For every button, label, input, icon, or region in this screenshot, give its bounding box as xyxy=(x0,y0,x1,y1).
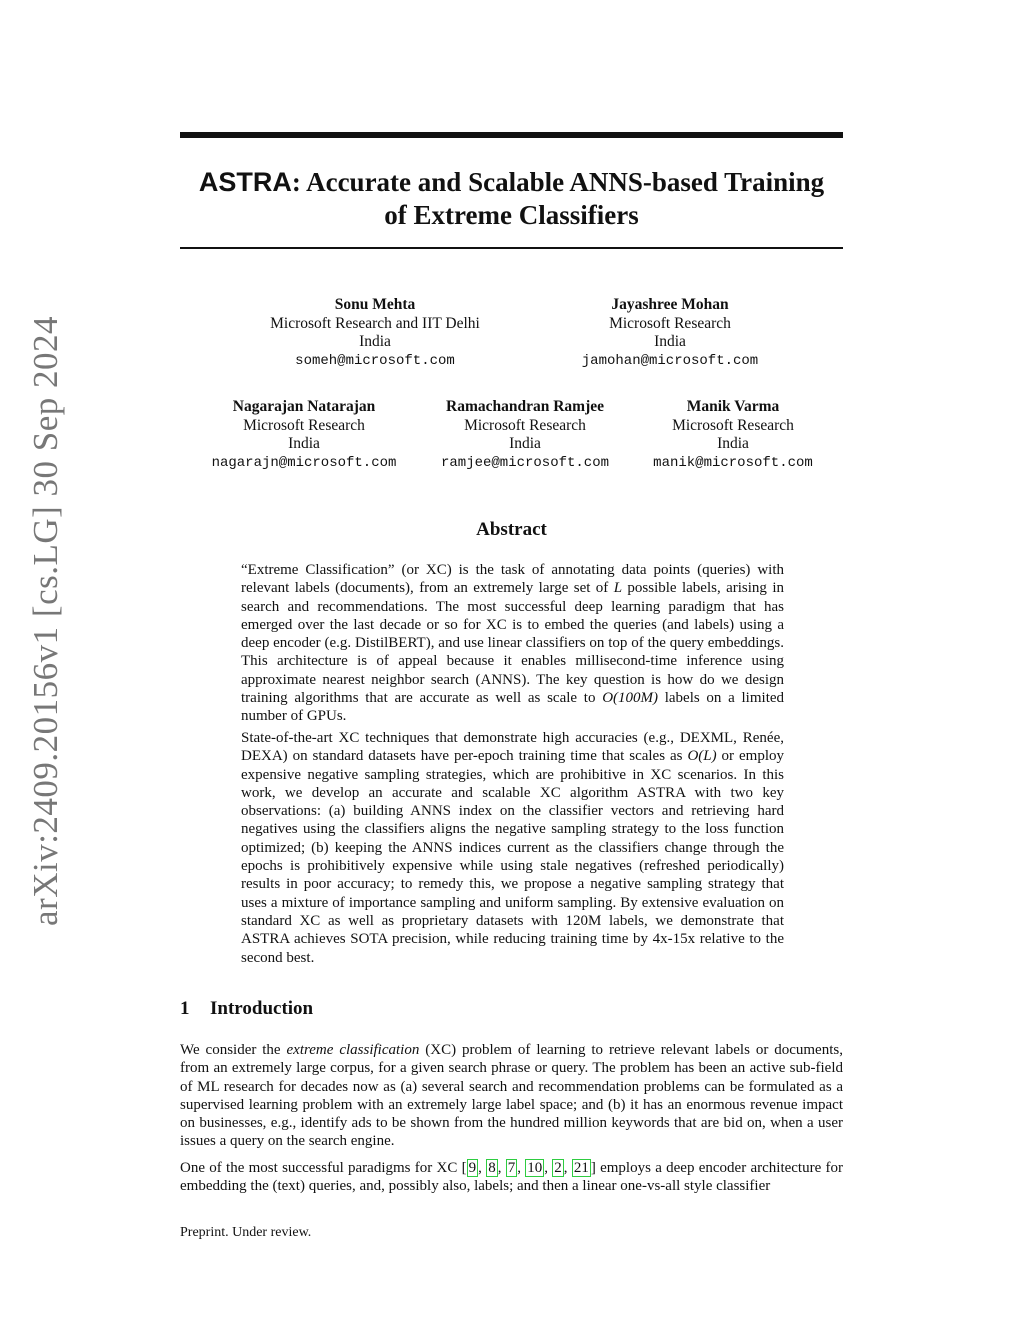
math-symbol: L xyxy=(613,580,623,597)
citation-link[interactable]: 21 xyxy=(573,1160,589,1176)
author-name: Nagarajan Natarajan xyxy=(232,398,376,415)
author-email[interactable]: nagarajn@microsoft.com xyxy=(211,454,397,471)
arxiv-identifier: arXiv:2409.20156v1 [cs.LG] 30 Sep 2024 xyxy=(26,315,65,926)
math-expression: O(L) xyxy=(687,748,717,765)
author-country: India xyxy=(654,333,686,350)
intro-paragraph-2: One of the most successful paradigms for XC [ 9 , 8 , 7 , 10 , 2 , 21 ] employs a deep encoder architecture for embedding the (text) queries, and, possibly also, labels; and then a linear one-vs-all style classifier xyxy=(180,1160,844,1195)
title-rest: : Accurate and Scalable ANNS-based Training xyxy=(291,167,825,197)
author-affiliation: Microsoft Research xyxy=(609,314,731,332)
author-name: Jayashree Mohan xyxy=(611,296,729,313)
title-line-2: of Extreme Classifiers xyxy=(384,200,639,230)
author-block xyxy=(230,296,520,370)
author-affiliation: Microsoft Research and IIT Delhi xyxy=(270,314,480,332)
emphasis-text: extreme classification xyxy=(286,1042,420,1058)
author-block xyxy=(194,398,414,472)
author-affiliation: Microsoft Research xyxy=(243,416,365,434)
author-block xyxy=(540,296,800,370)
preprint-footer: Preprint. Under review. xyxy=(180,1225,312,1240)
section-heading xyxy=(180,998,313,1020)
math-expression: O(100M) xyxy=(602,690,659,707)
author-email[interactable]: manik@microsoft.com xyxy=(653,454,813,471)
citation-link[interactable]: 2 xyxy=(554,1160,562,1176)
author-country: India xyxy=(288,435,320,452)
abstract-paragraph-2: State-of-the-art XC techniques that demonstrate high accuracies (e.g., DEXML, Renée, DEXA) on standard datasets have per-epoch training time that scales as O(L) or employ expensive negative sampling strategies, which are prohibitive in XC scenarios. In this work, we develop an accurate and scalable XC algorithm ASTRA with two key observations: (a) building ANNS index on the classifier vectors and retrieving hard negatives using the classifiers aligns the negative sampling strategy to the loss function optimized; (b) keeping the ANNS indices current as the classifiers change through the epochs is prohibitively expensive while using stale negatives (refreshed periodically) results in poor accuracy; to remedy this, we propose a negative sampling strategy that uses a mixture of importance sampling and uniform sampling. By extensive evaluation on standard XC as well as proprietary datasets with 120M labels, we demonstrate that ASTRA achieves SOTA precision, while reducing training time by 4x-15x relative to the second best. xyxy=(241,730,784,966)
author-email[interactable]: jamohan@microsoft.com xyxy=(581,352,759,369)
abstract-heading: Abstract xyxy=(476,519,547,540)
author-name: Sonu Mehta xyxy=(334,296,416,313)
intro-paragraph-1: We consider the extreme classification (XC) problem of learning to retrieve relevant labels or documents, from an extremely large corpus, for a given search phrase or query. The problem has been an active sub-field of ML research for decades now as (a) several search and recommendation problems can be formulated as a supervised learning problem with an extremely large label space; and (b) it has an enormous revenue impact on businesses, e.g., identify ads to be shown from the hundred million keywords that are bid on, when a user issues a query on the search engine. xyxy=(180,1042,843,1150)
author-name: Ramachandran Ramjee xyxy=(446,398,604,415)
author-block xyxy=(636,398,830,472)
author-email[interactable]: someh@microsoft.com xyxy=(295,352,455,369)
author-country: India xyxy=(509,435,541,452)
author-affiliation: Microsoft Research xyxy=(672,416,794,434)
title-bottom-rule xyxy=(180,247,843,249)
author-country: India xyxy=(717,435,749,452)
author-block xyxy=(420,398,630,472)
citation-link[interactable]: 10 xyxy=(527,1160,543,1176)
citation-link[interactable]: 9 xyxy=(468,1160,477,1176)
author-name: Manik Varma xyxy=(686,398,780,415)
section-number: 1 xyxy=(180,998,190,1019)
title-top-rule xyxy=(180,132,843,138)
section-title: Introduction xyxy=(210,998,314,1019)
author-affiliation: Microsoft Research xyxy=(464,416,586,434)
paper-title xyxy=(180,166,843,232)
citation-link[interactable]: 7 xyxy=(507,1160,516,1176)
author-country: India xyxy=(359,333,391,350)
author-email[interactable]: ramjee@microsoft.com xyxy=(440,454,610,471)
citation-link[interactable]: 8 xyxy=(488,1160,496,1176)
abstract-paragraph-1: “Extreme Classification” (or XC) is the task of annotating data points (queries) with relevant labels (documents), from an extremely large set of L possible labels, arising in search and recommendations. The most successful deep learning paradigm that has emerged over the last decade or so for XC is to embed the queries (and labels) using a deep encoder (e.g. DistilBERT), and use linear classifiers on top of the query embeddings. This architecture is of appeal because it enables millisecond-time inference using approximate nearest neighbor search (ANNS). The key question is how do we design training algorithms that are accurate as well as scale to O(100M) labels on a limited number of GPUs. xyxy=(241,562,785,725)
title-system-name: ASTRA xyxy=(198,167,292,197)
